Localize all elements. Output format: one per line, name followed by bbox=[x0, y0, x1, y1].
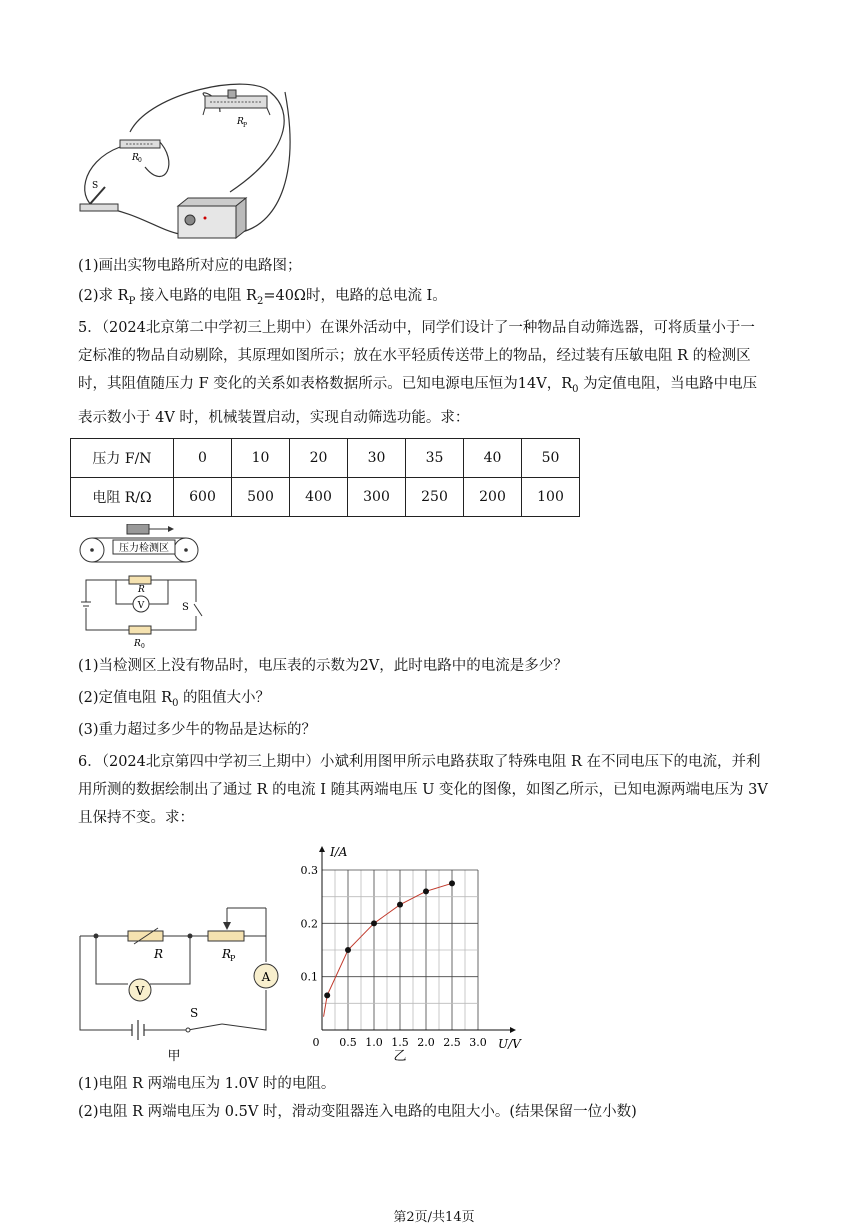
chart-caption: 乙 bbox=[393, 1049, 407, 1064]
svg-text:S: S bbox=[182, 602, 189, 613]
data-point bbox=[324, 992, 330, 998]
svg-text:R: R bbox=[134, 639, 141, 649]
x-tick-label: 2.0 bbox=[417, 1036, 435, 1049]
table-row: 压力 F/N 0 10 20 30 35 40 50 bbox=[71, 439, 580, 478]
svg-text:P: P bbox=[243, 122, 248, 129]
x-axis-arrow bbox=[510, 1027, 516, 1033]
circuit-caption: 甲 bbox=[167, 1049, 181, 1064]
table-row: 电阻 R/Ω 600 500 400 300 250 200 100 bbox=[71, 478, 580, 517]
x-tick-label: 1.0 bbox=[365, 1036, 383, 1049]
y-tick-label: 0.2 bbox=[300, 917, 318, 931]
conveyor-belt-drawing bbox=[80, 524, 198, 562]
physical-circuit-figure bbox=[70, 82, 310, 250]
q6-sub1: (1)电阻 R 两端电压为 1.0V 时的电阻。 bbox=[78, 1076, 336, 1092]
rheostat-rp-symbol bbox=[208, 931, 244, 941]
q4-sub1: (1)画出实物电路所对应的电路图； bbox=[78, 258, 302, 274]
y-tick-label: 0.3 bbox=[300, 864, 318, 877]
svg-text:0: 0 bbox=[141, 643, 145, 650]
svg-text:A: A bbox=[261, 970, 271, 984]
q5-sub3: (3)重力超过多少牛的物品是达标的？ bbox=[78, 722, 317, 738]
resistor-r-symbol bbox=[129, 576, 151, 584]
svg-text:V: V bbox=[137, 601, 145, 611]
x-tick-label: 3.0 bbox=[469, 1036, 487, 1049]
svg-text:R: R bbox=[154, 947, 164, 961]
data-point bbox=[345, 947, 351, 953]
data-point bbox=[371, 920, 377, 926]
svg-text:R: R bbox=[138, 585, 145, 595]
svg-text:P: P bbox=[230, 954, 236, 963]
circuit-jia bbox=[76, 900, 286, 1064]
svg-text:S: S bbox=[92, 181, 99, 191]
svg-text:S: S bbox=[190, 1006, 199, 1020]
y-axis-arrow bbox=[319, 846, 325, 852]
resistor-r0-symbol bbox=[129, 626, 151, 634]
detection-zone-label: 压力检测区 bbox=[119, 543, 169, 554]
svg-text:V: V bbox=[135, 984, 145, 998]
data-point bbox=[423, 888, 429, 894]
svg-text:0: 0 bbox=[138, 157, 142, 164]
y-tick-label: 0.1 bbox=[300, 970, 318, 984]
power-supply-drawing bbox=[178, 198, 246, 238]
x-tick-label: 2.5 bbox=[443, 1036, 461, 1049]
svg-text:R: R bbox=[222, 947, 232, 961]
rheostat-label: R bbox=[237, 117, 244, 127]
q4-sub2: (2)求 $R_P$ 接入电路的电阻 $R_2=40\Omega$时，电路的总电流 I。 bbox=[78, 288, 447, 307]
svg-text:R: R bbox=[132, 153, 139, 163]
chart-data-points bbox=[324, 880, 455, 998]
chart-x-axis-label: U/V bbox=[498, 1037, 521, 1051]
chart-y-axis-label: I/A bbox=[330, 845, 348, 859]
force-resistance-table bbox=[70, 438, 580, 517]
sorter-figure bbox=[76, 524, 206, 654]
chart-axes bbox=[319, 846, 516, 1033]
chart-tick-labels bbox=[301, 864, 487, 1049]
q5-intro: 5．（2024北京第二中学初三上期中）在课外活动中，同学们设计了一种物品自动筛选器，可将质量小于一 定标准的物品自动剔除，其原理如图所示；放在水平轻质传送带上的物品，经过装有压敏电阻 R 的检测区 时，其阻值随压力 F 变化的关系如表格数据所示。已知电源电压恒为14V，$R_0$ 为定值电阻，当电路中电压 表示数小于 4V 时，机械装置启动，实现自动筛选功能。求： bbox=[78, 320, 758, 426]
table-header-resistance: 电阻 R/Ω bbox=[71, 478, 174, 517]
iu-chart bbox=[296, 840, 528, 1070]
q5-sub2: (2)定值电阻 $R_0$ 的阻值大小？ bbox=[78, 690, 271, 709]
q6-intro: 6．（2024北京第四中学初三上期中）小斌利用图甲所示电路获取了特殊电阻 R 在不同电压下的电流，并利 用所测的数据绘制出了通过 R 的电流 I 随其两端电压 U 变化的图像，如图乙所示，已知电源两端电压为 3V 且保持不变。求： bbox=[78, 754, 768, 826]
x-tick-label: 0 bbox=[312, 1036, 320, 1049]
data-point bbox=[449, 880, 455, 886]
x-tick-label: 1.5 bbox=[391, 1036, 409, 1049]
q5-sub1: (1)当检测区上没有物品时，电压表的示数为2V，此时电路中的电流是多少？ bbox=[78, 658, 568, 674]
page-footer: 第2页/共14页 bbox=[393, 1210, 475, 1225]
q6-sub2: (2)电阻 R 两端电压为 0.5V 时，滑动变阻器连入电路的电阻大小。(结果保留一位小数) bbox=[78, 1104, 637, 1120]
table-header-force: 压力 F/N bbox=[71, 439, 174, 478]
x-tick-label: 0.5 bbox=[339, 1036, 357, 1049]
data-point bbox=[397, 902, 403, 908]
